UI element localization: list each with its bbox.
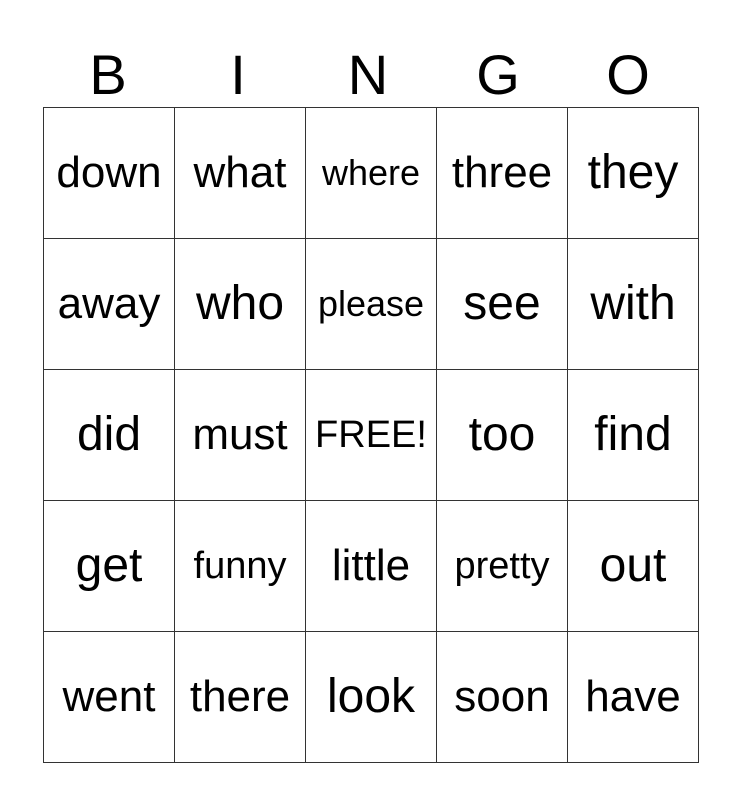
board-cell: where: [306, 108, 437, 239]
board-cell: three: [437, 108, 568, 239]
board-cell: went: [44, 632, 175, 763]
board-cell: funny: [175, 501, 306, 632]
board-cell: see: [437, 239, 568, 370]
board-row: [44, 108, 699, 239]
board-cell: get: [44, 501, 175, 632]
board-cell: pretty: [437, 501, 568, 632]
board-cell: there: [175, 632, 306, 763]
board-row: [44, 370, 699, 501]
free-space: FREE!: [306, 370, 437, 501]
board-cell: out: [568, 501, 699, 632]
board-cell: away: [44, 239, 175, 370]
board-cell: little: [306, 501, 437, 632]
board-row: [44, 501, 699, 632]
board-row: [44, 239, 699, 370]
board-cell: they: [568, 108, 699, 239]
header-letter-g: G: [476, 43, 520, 106]
bingo-header: [43, 42, 693, 108]
board-cell: who: [175, 239, 306, 370]
board-cell: down: [44, 108, 175, 239]
header-letter-o: O: [606, 43, 650, 106]
board-cell: did: [44, 370, 175, 501]
board-cell: soon: [437, 632, 568, 763]
header-letter-n: N: [347, 43, 389, 106]
board-cell: have: [568, 632, 699, 763]
header-letter-b: B: [89, 43, 127, 106]
board-row: [44, 632, 699, 763]
header-letter-i: I: [230, 43, 246, 106]
board-cell: find: [568, 370, 699, 501]
board-cell: please: [306, 239, 437, 370]
board-cell: look: [306, 632, 437, 763]
board-cell: must: [175, 370, 306, 501]
bingo-board: [43, 107, 699, 763]
board-cell: too: [437, 370, 568, 501]
board-cell: what: [175, 108, 306, 239]
board-cell: with: [568, 239, 699, 370]
